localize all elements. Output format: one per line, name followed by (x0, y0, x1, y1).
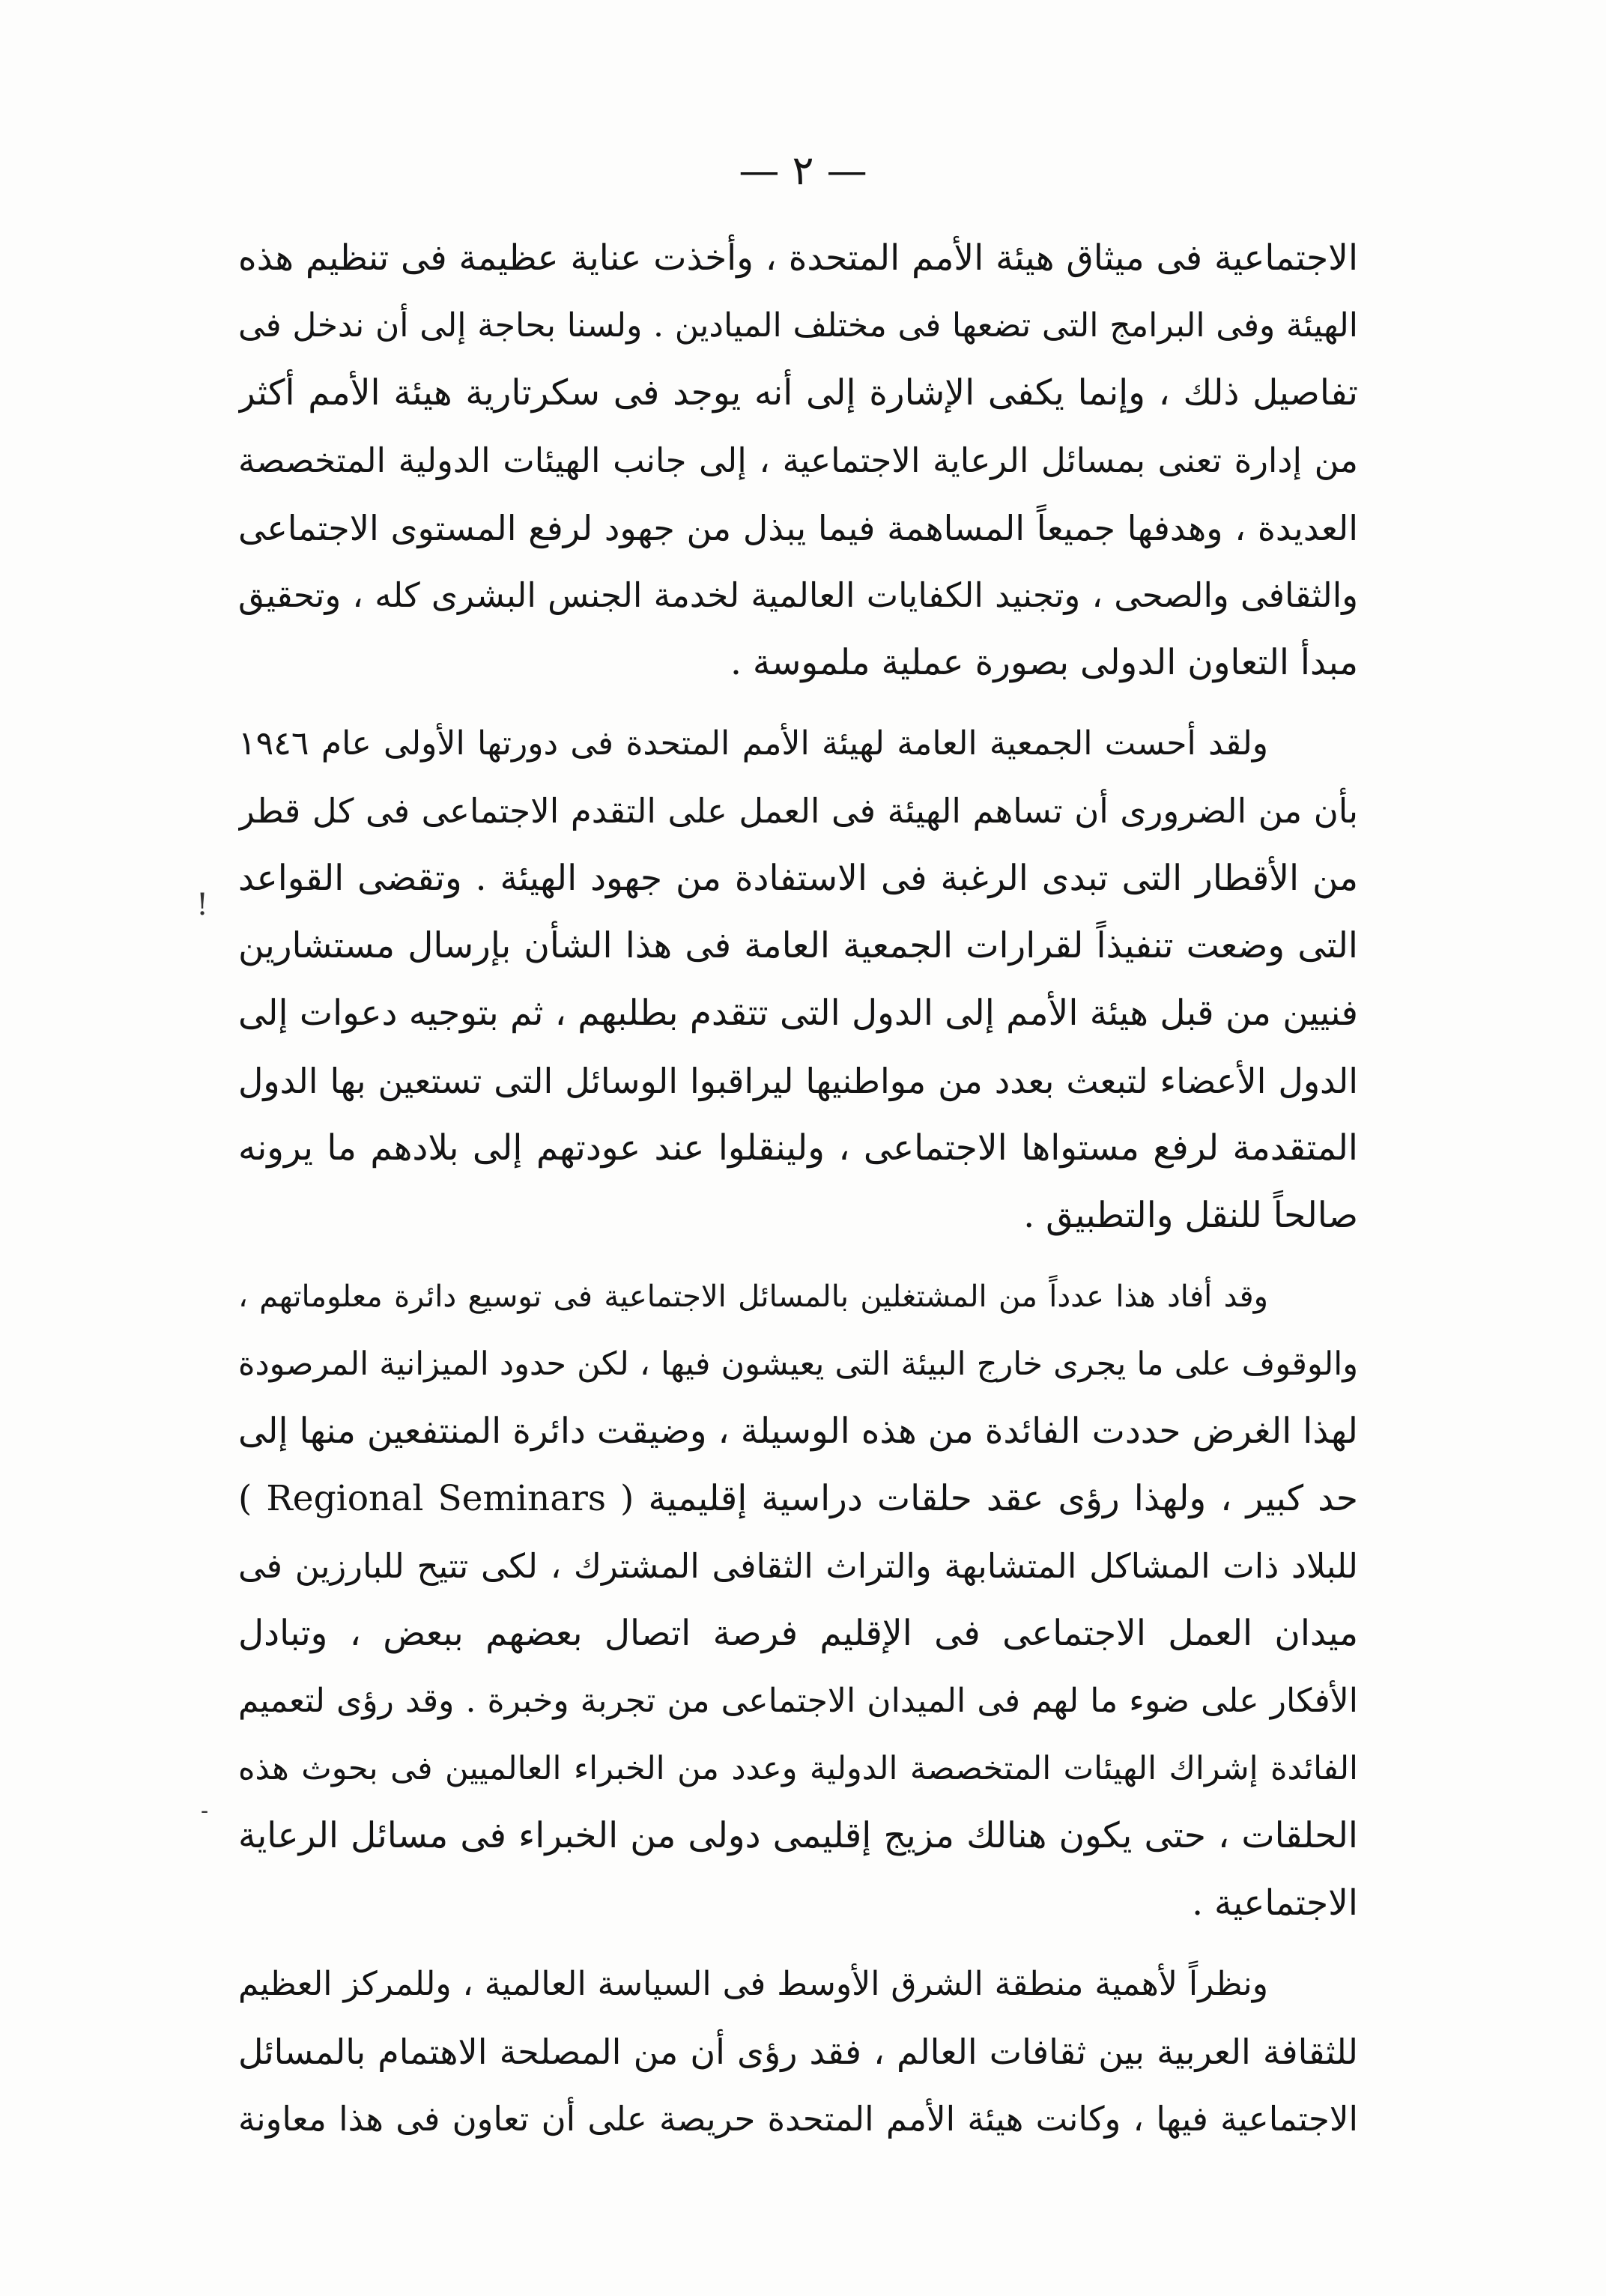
text-line: ميدان العمل الاجتماعى فى الإقليم فرصة اتصال بعضهم ببعض ، وتبادل (238, 1613, 1358, 1654)
text-line: تفاصيل ذلك ، وإنما يكفى الإشارة إلى أنه يوجد فى سكرتارية هيئة الأمم أكثر (238, 372, 1358, 414)
text-line: والثقافى والصحى ، وتجنيد الكفايات العالمية لخدمة الجنس البشرى كله ، وتحقيق (238, 575, 1358, 615)
text-line: الهيئة وفى البرامج التى تضعها فى مختلف الميادين . ولسنا بحاجة إلى أن ندخل فى (238, 306, 1358, 345)
text-line: من إدارة تعنى بمسائل الرعاية الاجتماعية ، إلى جانب الهيئات الدولية المتخصصة (238, 440, 1358, 480)
text-line: حد كبير ، ولهذا رؤى عقد حلقات دراسية إقليمية ( Regional Seminars ) (238, 1478, 1358, 1519)
text-line: العديدة ، وهدفها جميعاً المساهمة فيما يبذل من جهود لرفع المستوى الاجتماعى (238, 508, 1358, 548)
text-line: مبدأ التعاون الدولى بصورة عملية ملموسة . (730, 642, 1358, 683)
paragraph (238, 710, 1358, 1250)
paragraph (238, 225, 1358, 697)
text-line: بأن من الضرورى أن تساهم الهيئة فى العمل على التقدم الاجتماعى فى كل قطر (238, 791, 1358, 831)
text-line: ولقد أحست الجمعية العامة لهيئة الأمم المتحدة فى دورتها الأولى عام ١٩٤٦ (238, 724, 1268, 763)
text-line: الاجتماعية فى ميثاق هيئة الأمم المتحدة ، وأخذت عناية عظيمة فى تنظيم هذه (238, 237, 1358, 279)
text-line: لهذا الغرض حددت الفائدة من هذه الوسيلة ، وضيقت دائرة المنتفعين منها إلى (238, 1411, 1358, 1452)
text-line: المتقدمة لرفع مستواها الاجتماعى ، ولينقلوا عند عودتهم إلى بلادهم ما يرونه (238, 1127, 1358, 1169)
text-line: الاجتماعية . (1192, 1882, 1358, 1924)
text-line: الفائدة إشراك الهيئات المتخصصة الدولية وعدد من الخبراء العالميين فى بحوث هذه (238, 1750, 1358, 1787)
text-line: والوقوف على ما يجرى خارج البيئة التى يعيشون فيها ، لكن حدود الميزانية المرصودة (238, 1345, 1358, 1383)
text-line: الحلقات ، حتى يكون هنالك مزيج إقليمى دولى من الخبراء فى مسائل الرعاية (238, 1815, 1358, 1856)
text-line: من الأقطار التى تبدى الرغبة فى الاستفادة من جهود الهيئة . وتقضى القواعد (238, 858, 1358, 899)
text-line: وقد أفاد هذا عدداً من المشتغلين بالمسائل الاجتماعية فى توسيع دائرة معلوماتهم ، (238, 1279, 1268, 1314)
text-line: التى وضعت تنفيذاً لقرارات الجمعية العامة فى هذا الشأن بإرسال مستشارين (238, 925, 1358, 966)
paragraph (238, 1951, 1358, 2153)
margin-mark: ! (196, 888, 209, 922)
paragraph (238, 1263, 1358, 1937)
margin-mark: - (201, 1798, 209, 1824)
page-number: — ٢ — (739, 147, 867, 194)
text-line: للبلاد ذات المشاكل المتشابهة والتراث الثقافى المشترك ، لكى تتيح للبارزين فى (238, 1546, 1358, 1586)
text-line: للثقافة العربية بين ثقافات العالم ، فقد رؤى أن من المصلحة الاهتمام بالمسائل (238, 2032, 1358, 2072)
text-line: الأفكار على ضوء ما لهم فى الميدان الاجتماعى من تجربة وخبرة . وقد رؤى لتعميم (238, 1682, 1358, 1720)
text-line: ونظراً لأهمية منطقة الشرق الأوسط فى السياسة العالمية ، وللمركز العظيم (238, 1965, 1268, 2003)
text-line: الدول الأعضاء لتبعث بعدد من مواطنيها ليراقبوا الوسائل التى تستعين بها الدول (238, 1061, 1358, 1101)
body-text (238, 225, 1358, 2153)
text-line: فنيين من قبل هيئة الأمم إلى الدول التى تتقدم بطلبهم ، ثم بتوجيه دعوات إلى (238, 993, 1358, 1034)
text-line: الاجتماعية فيها ، وكانت هيئة الأمم المتحدة حريصة على أن تعاون فى هذا معاونة (238, 2099, 1358, 2139)
text-line: صالحاً للنقل والتطبيق . (1023, 1195, 1358, 1236)
